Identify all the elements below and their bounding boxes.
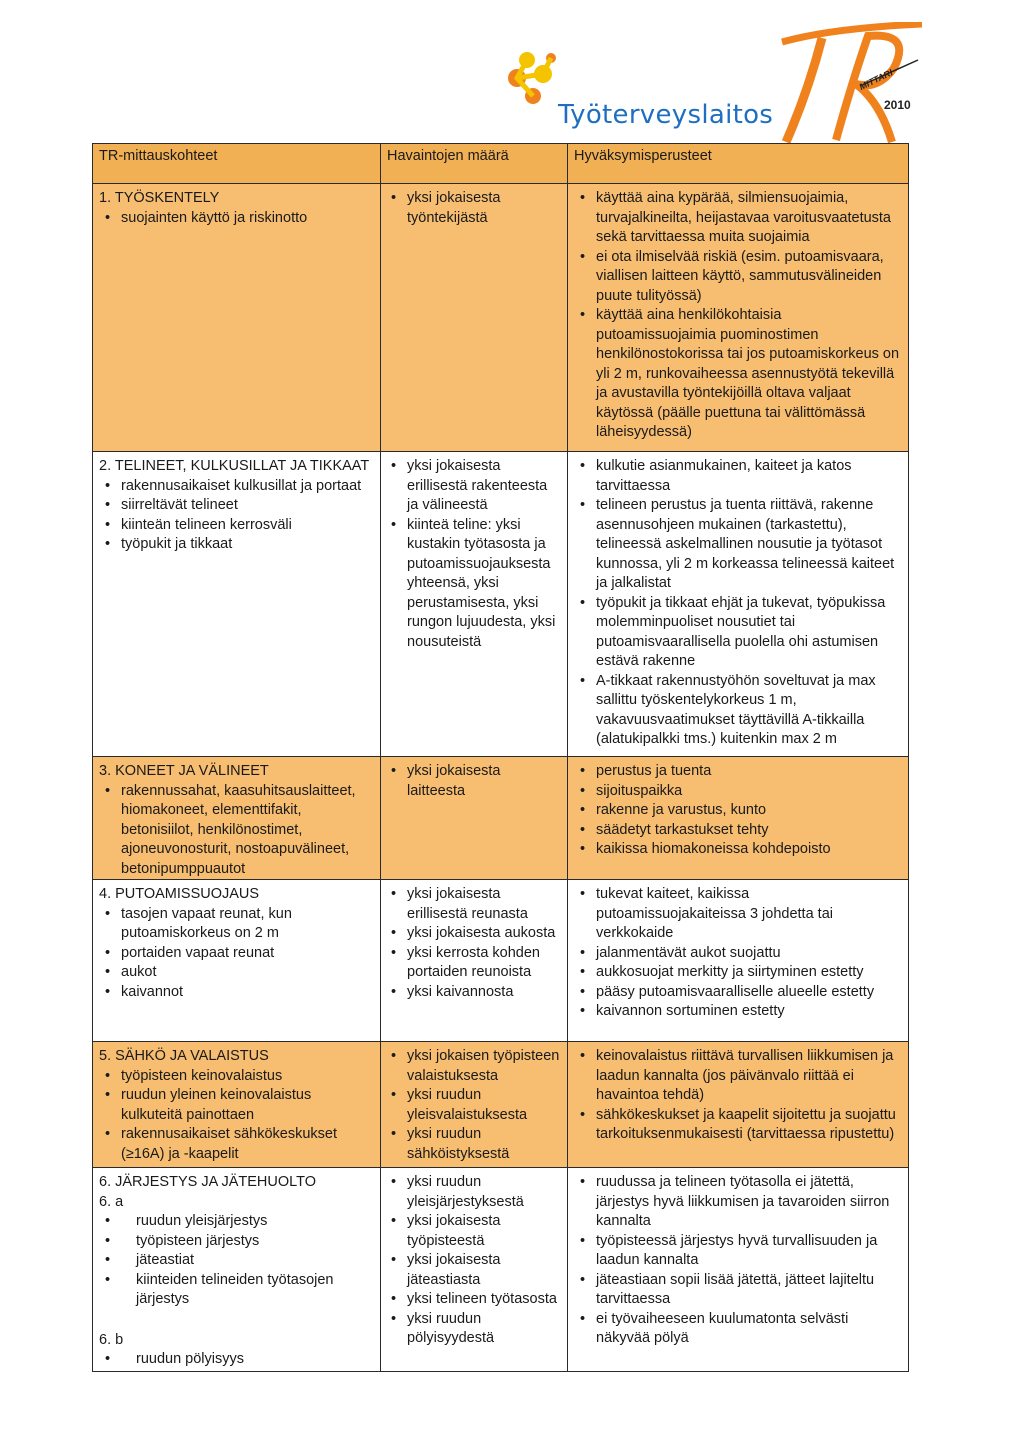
list-item: • yksi jokaisesta aukosta	[387, 924, 561, 944]
list-item: • aukot	[99, 963, 374, 983]
list-item: • yksi jokaisesta jäteastiasta	[387, 1251, 561, 1290]
table-row	[93, 1042, 909, 1168]
list-item: • käyttää aina henkilökohtaisia putoamissuojaimia puominostimen henkilönostokorissa tai jos putoamiskorkeus on yli 2 m, runkovaiheessa asennustyötä tekevillä ja avustavilla työntekijöillä oltava valjaat käytössä (päälle puettuna tai välittömässä läheisyydessä)	[574, 306, 902, 443]
list-item: • yksi ruudun yleisvalaistuksesta	[387, 1086, 561, 1125]
list-item: • kiinteä teline: yksi kustakin työtasosta ja putoamissuojauksesta yhteensä, yksi perustamisesta, yksi rungon lujuudesta, yksi nousuteistä	[387, 516, 561, 653]
tr-year: 2010	[884, 98, 911, 112]
header-observations: Havaintojen määrä	[381, 144, 568, 184]
targets-cell	[93, 184, 381, 452]
list-item: • yksi kaivannosta	[387, 983, 561, 1003]
list-item: • yksi ruudun pölyisyydestä	[387, 1310, 561, 1349]
list-item: • yksi jokaisesta erillisestä rakenteesta ja välineestä	[387, 457, 561, 516]
observations-cell	[381, 880, 568, 1042]
list-item: • rakennusaikaiset kulkusillat ja portaat	[99, 477, 374, 497]
criteria-cell	[568, 757, 909, 880]
list-item: • työpisteen keinovalaistus	[99, 1067, 374, 1087]
criteria-cell	[568, 184, 909, 452]
list-item: • yksi jokaisen työpisteen valaistuksesta	[387, 1047, 561, 1086]
list-item: • ei työvaiheeseen kuulumatonta selvästi näkyvää pölyä	[574, 1310, 902, 1349]
list-item: • säädetyt tarkastukset tehty	[574, 821, 902, 841]
list-item: • kiinteiden telineiden työtasojen järjestys	[99, 1271, 374, 1310]
list-item: • kiinteän telineen kerrosväli	[99, 516, 374, 536]
list-item: • jalanmentävät aukot suojattu	[574, 944, 902, 964]
list-item: • A-tikkaat rakennustyöhön soveltuvat ja max sallittu työskentelykorkeus 1 m, vakavuusvaatimukset täyttävillä A-tikkailla (alatukipalkki tms.) kuitenkin max 2 m	[574, 672, 902, 750]
section-title: 1. TYÖSKENTELY	[99, 190, 220, 206]
list-item: • sähkökeskukset ja kaapelit sijoitettu ja suojattu tarkoituksenmukaisesti (tarvittaessa ripustettu)	[574, 1106, 902, 1145]
list-item: • ruudun pölyisyys	[99, 1350, 374, 1370]
list-item: • aukkosuojat merkitty ja siirtyminen estetty	[574, 963, 902, 983]
list-item: • kulkutie asianmukainen, kaiteet ja katos tarvittaessa	[574, 457, 902, 496]
observations-cell	[381, 757, 568, 880]
list-item: • pääsy putoamisvaaralliselle alueelle estetty	[574, 983, 902, 1003]
list-item: • yksi telineen työtasosta	[387, 1290, 561, 1310]
list-item: • keinovalaistus riittävä turvallisen liikkumisen ja laadun kannalta (jos päivänvalo riittää ei havaintoa tehdä)	[574, 1047, 902, 1106]
section-title: 3. KONEET JA VÄLINEET	[99, 763, 269, 779]
list-item: • työpukit ja tikkaat	[99, 535, 374, 555]
list-item: • sijoituspaikka	[574, 782, 902, 802]
header-criteria: Hyväksymisperusteet	[568, 144, 909, 184]
subsection-label-b: 6. b	[99, 1331, 124, 1348]
list-item: • ruudun yleisjärjestys	[99, 1212, 374, 1232]
list-item: • työpisteen järjestys	[99, 1232, 374, 1252]
observations-cell	[381, 452, 568, 757]
list-item: • työpukit ja tikkaat ehjät ja tukevat, työpukissa molemminpuoliset nousutiet tai putoamisvaarallisella puolella ohi astumisen estävä rakenne	[574, 594, 902, 672]
tr-mittari-logo	[772, 22, 922, 144]
page-header	[0, 0, 1024, 142]
list-item: • jäteastiat	[99, 1251, 374, 1271]
list-item: • portaiden vapaat reunat	[99, 944, 374, 964]
list-item: • tukevat kaiteet, kaikissa putoamissuojakaiteissa 3 johdetta tai verkkokaide	[574, 885, 902, 944]
list-item: • kaivannon sortuminen estetty	[574, 1002, 902, 1022]
table-row	[93, 880, 909, 1042]
list-item: • rakenne ja varustus, kunto	[574, 801, 902, 821]
list-item: • siirreltävät telineet	[99, 496, 374, 516]
targets-cell	[93, 452, 381, 757]
observations-cell	[381, 1168, 568, 1372]
observations-cell	[381, 184, 568, 452]
targets-cell	[93, 1168, 381, 1372]
list-item: • yksi ruudun sähköistyksestä	[387, 1125, 561, 1164]
criteria-cell	[568, 880, 909, 1042]
list-item: • rakennussahat, kaasuhitsauslaitteet, hiomakoneet, elementtifakit, betonisiilot, henkilönostimet, ajoneuvonosturit, nostoapuvälineet, betonipumppuautot	[99, 782, 374, 880]
table-row	[93, 452, 909, 757]
targets-cell	[93, 880, 381, 1042]
list-item: • yksi jokaisesta laitteesta	[387, 762, 561, 801]
molecule-logo-icon	[503, 48, 565, 110]
section-title: 5. SÄHKÖ JA VALAISTUS	[99, 1048, 269, 1064]
criteria-cell	[568, 452, 909, 757]
targets-cell	[93, 1042, 381, 1168]
targets-cell	[93, 757, 381, 880]
criteria-cell	[568, 1042, 909, 1168]
list-item: • ruudussa ja telineen työtasolla ei jätettä, järjestys hyvä liikkumisen ja tavaroiden siirron kannalta	[574, 1173, 902, 1232]
tr-mittari-label: MITTARI	[857, 67, 895, 92]
list-item: • kaivannot	[99, 983, 374, 1003]
list-item: • perustus ja tuenta	[574, 762, 902, 782]
list-item: • yksi jokaisesta työpisteestä	[387, 1212, 561, 1251]
list-item: • yksi ruudun yleisjärjestyksestä	[387, 1173, 561, 1212]
list-item: • ei ota ilmiselvää riskiä (esim. putoamisvaara, viallisen laitteen käyttö, sammutusvälineiden puute tulityössä)	[574, 248, 902, 307]
list-item: • rakennusaikaiset sähkökeskukset (≥16A) ja -kaapelit	[99, 1125, 374, 1164]
list-item: • telineen perustus ja tuenta riittävä, rakenne asennusohjeen mukainen (tarkastettu), telineessä askelmallinen nousutie ja työtasot kunnossa, yli 2 m korkeassa telineessä kaiteet ja jalkalistat	[574, 496, 902, 594]
table-row	[93, 757, 909, 880]
list-item: • jäteastiaan sopii lisää jätettä, jätteet lajiteltu tarvittaessa	[574, 1271, 902, 1310]
section-title: 2. TELINEET, KULKUSILLAT JA TIKKAAT	[99, 458, 370, 474]
section-title: 4. PUTOAMISSUOJAUS	[99, 886, 260, 902]
list-item: • tasojen vapaat reunat, kun putoamiskorkeus on 2 m	[99, 905, 374, 944]
list-item: • suojainten käyttö ja riskinotto	[99, 209, 374, 229]
table-row	[93, 184, 909, 452]
org-name: Työterveyslaitos	[558, 100, 774, 130]
table-row	[93, 1168, 909, 1372]
criteria-table	[92, 143, 909, 1372]
list-item: • yksi jokaisesta työntekijästä	[387, 189, 561, 228]
list-item: • kaikissa hiomakoneissa kohdepoisto	[574, 840, 902, 860]
list-item: • työpisteessä järjestys hyvä turvallisuuden ja laadun kannalta	[574, 1232, 902, 1271]
subsection-label-a: 6. a	[99, 1193, 124, 1210]
list-item: • ruudun yleinen keinovalaistus kulkuteitä painottaen	[99, 1086, 374, 1125]
table-header-row	[93, 144, 909, 184]
observations-cell	[381, 1042, 568, 1168]
list-item: • yksi jokaisesta erillisestä reunasta	[387, 885, 561, 924]
section-title: 6. JÄRJESTYS JA JÄTEHUOLTO	[99, 1174, 317, 1190]
criteria-cell	[568, 1168, 909, 1372]
list-item: • yksi kerrosta kohden portaiden reunoista	[387, 944, 561, 983]
list-item: • käyttää aina kypärää, silmiensuojaimia, turvajalkineilta, heijastavaa varoitusvaatetusta sekä tarvittaessa muita suojaimia	[574, 189, 902, 248]
header-targets: TR-mittauskohteet	[93, 144, 381, 184]
